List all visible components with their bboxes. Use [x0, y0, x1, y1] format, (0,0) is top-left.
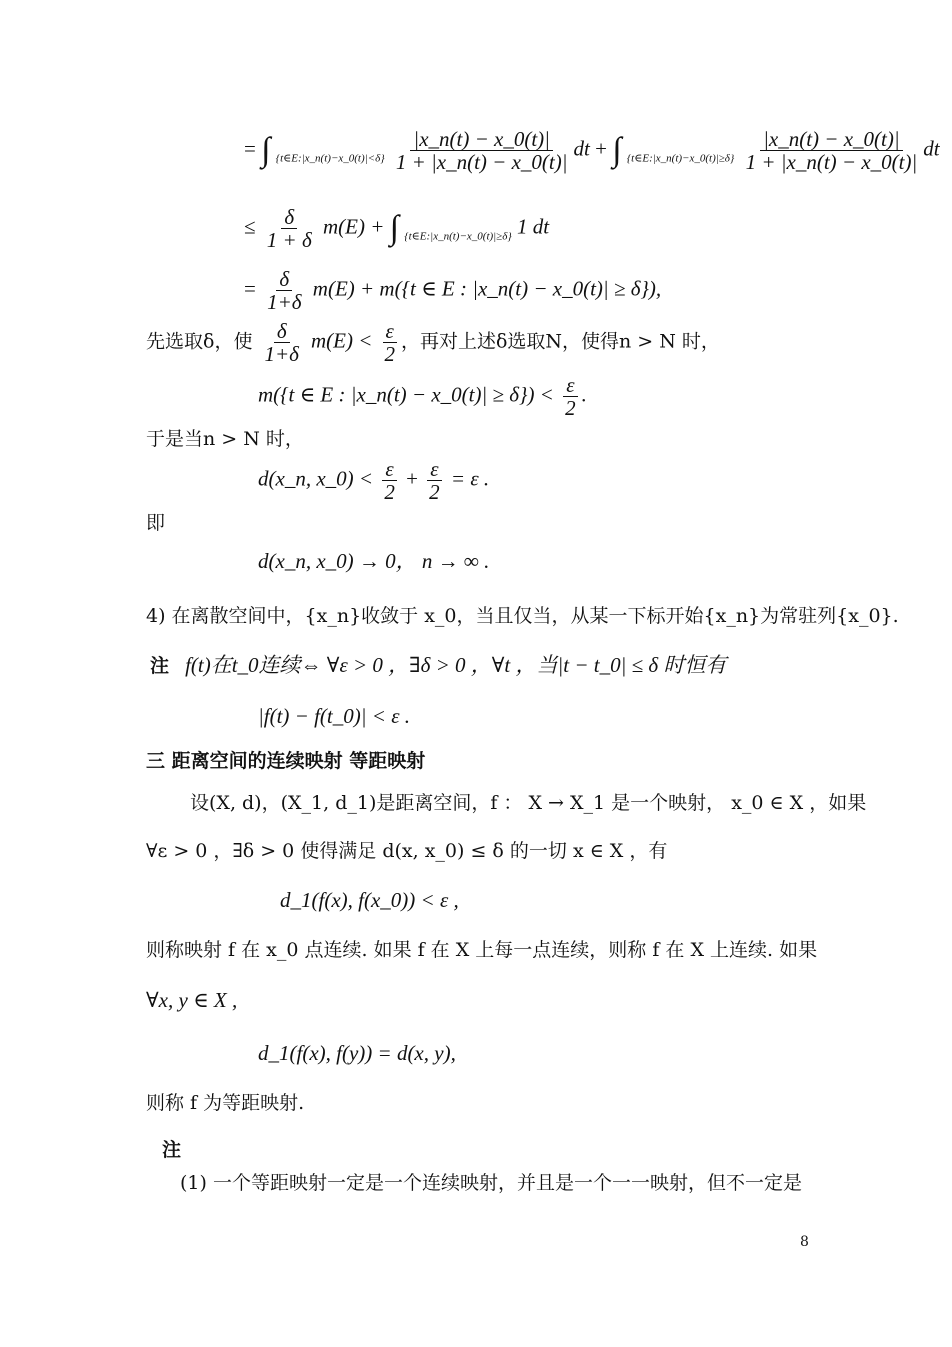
fraction: $\frac{|x\_n(t) - x\_0(t)|}{1 + |x\_n(t) - x\_0(t)|}$	[395, 127, 568, 174]
integral-sign: ∫	[389, 209, 399, 247]
paragraph-isometry-note: (1) 一个等距映射一定是一个连续映射，并且是一个一一映射，但不一定是	[180, 1172, 802, 1194]
note-label-2: 注	[162, 1139, 182, 1161]
paragraph-when-n-gt-N: 于是当n > N 时，	[146, 428, 304, 450]
equation-function-diff: |f(t) − f(t_0)| < ε .	[258, 704, 410, 728]
paragraph-epsilon-delta: ∀ε > 0 ，∃δ > 0 使得满足 d(x, x_0) ≤ δ 的一切 x ∈ X ，有	[146, 840, 668, 862]
equation-isometry: d_1(f(x), f(y)) = d(x, y),	[258, 1041, 456, 1065]
equation-measure-lt-eps: m({t ∈ E : |x_n(t) − x_0(t)| ≥ δ}) < $\frac{\varepsilon}{2}$ .	[258, 373, 587, 420]
integral-sign: ∫	[612, 131, 622, 169]
fraction: $\frac{\varepsilon}{2}$	[384, 457, 395, 504]
section-heading: 三 距离空间的连续映射 等距映射	[146, 750, 426, 772]
fraction: $\frac{\varepsilon}{2}$	[429, 457, 440, 504]
fraction: $\frac{\delta}{1+\delta}$	[264, 319, 299, 366]
paragraph-for-all-xy: ∀x, y ∈ X ,	[146, 988, 238, 1012]
paragraph-discrete-space: 4) 在离散空间中，{x_n}收敛于 x_0，当且仅当，从某一下标开始{x_n}为常驻列{x_0}.	[146, 605, 899, 627]
fraction: $\frac{\varepsilon}{2}$	[384, 319, 395, 366]
fraction: $\frac{|x\_n(t) - x\_0(t)|}{1 + |x\_n(t) - x\_0(t)|}$	[745, 127, 918, 174]
paragraph-choose-delta: 先选取δ，使 $\frac{\delta}{1+\delta}$ m(E) < $\frac{\varepsilon}{2}$ ，再对上述δ选取N，使得n > N 时，	[146, 319, 720, 366]
note-continuity: 注 f(t)在t_0连续⇔ ∀ε > 0 ，∃δ > 0 ，∀t ，当|t − t_0| ≤ δ 时恒有	[150, 653, 727, 677]
fraction: $\frac{\delta}{1 + \delta}$	[266, 205, 312, 252]
paragraph-isometry-def: 则称 f 为等距映射.	[146, 1092, 305, 1114]
equation-distance-limit: d(x_n, x_0) → 0， n → ∞ .	[258, 549, 490, 573]
note-label: 注	[150, 655, 170, 677]
equation-distance-lt-eps: d(x_n, x_0) < $\frac{\varepsilon}{2}$ + $\frac{\varepsilon}{2}$ = ε .	[258, 457, 490, 504]
integral-domain: {t∈E:|x_n(t)−x_0(t)|≥δ}	[404, 230, 512, 243]
integral-sign: ∫	[261, 131, 271, 169]
equation-inequality-bound: ≤ $\frac{\delta}{1 + \delta}$ m(E) + ∫ $_{\{t\in E:|x\_n(t)-x\_0(t)|\ge\delta\}}$ 1 dt	[244, 205, 550, 252]
integral-domain-ge: {t∈E:|x_n(t)−x_0(t)|≥δ}	[626, 152, 735, 165]
paragraph-continuity-def: 则称映射 f 在 x_0 点连续. 如果 f 在 X 上每一点连续，则称 f 在 X 上连续. 如果	[146, 939, 818, 961]
equation-mapped-distance: d_1(f(x), f(x_0)) < ε ,	[280, 888, 459, 912]
paragraph-namely: 即	[146, 512, 166, 534]
fraction: $\frac{\delta}{1+\delta}$	[267, 267, 302, 314]
fraction: $\frac{\varepsilon}{2}$	[565, 373, 576, 420]
integral-domain-lt: {t∈E:|x_n(t)−x_0(t)|<δ}	[275, 152, 385, 165]
paragraph-define-mapping: 设(X, d)，(X_1, d_1)是距离空间，f ： X → X_1 是一个映射， x_0 ∈ X ，如果	[190, 792, 867, 814]
equation-integral-split: = ∫ $_{\{t\in E:|x\_n(t)-x\_0(t)|<\delta\}}$ $\frac{|x\_n(t) - x\_0(t)|}{1 + |x\_n(t) - x\_0(t)|}$ dt + ∫ $_{\{t\in E:|x\_n(t)-x\_0(t)|\ge\delta\}}$ $\frac{|x\_n(t) - x\_0(t)|}{1 + |x\_n(t) - x\_0(t)|}$ dt	[244, 127, 940, 174]
page-number: 8	[800, 1234, 809, 1250]
equation-measure-sum: = $\frac{\delta}{1+\delta}$ m(E) + m({t ∈ E : |x_n(t) − x_0(t)| ≥ δ}),	[244, 267, 662, 314]
